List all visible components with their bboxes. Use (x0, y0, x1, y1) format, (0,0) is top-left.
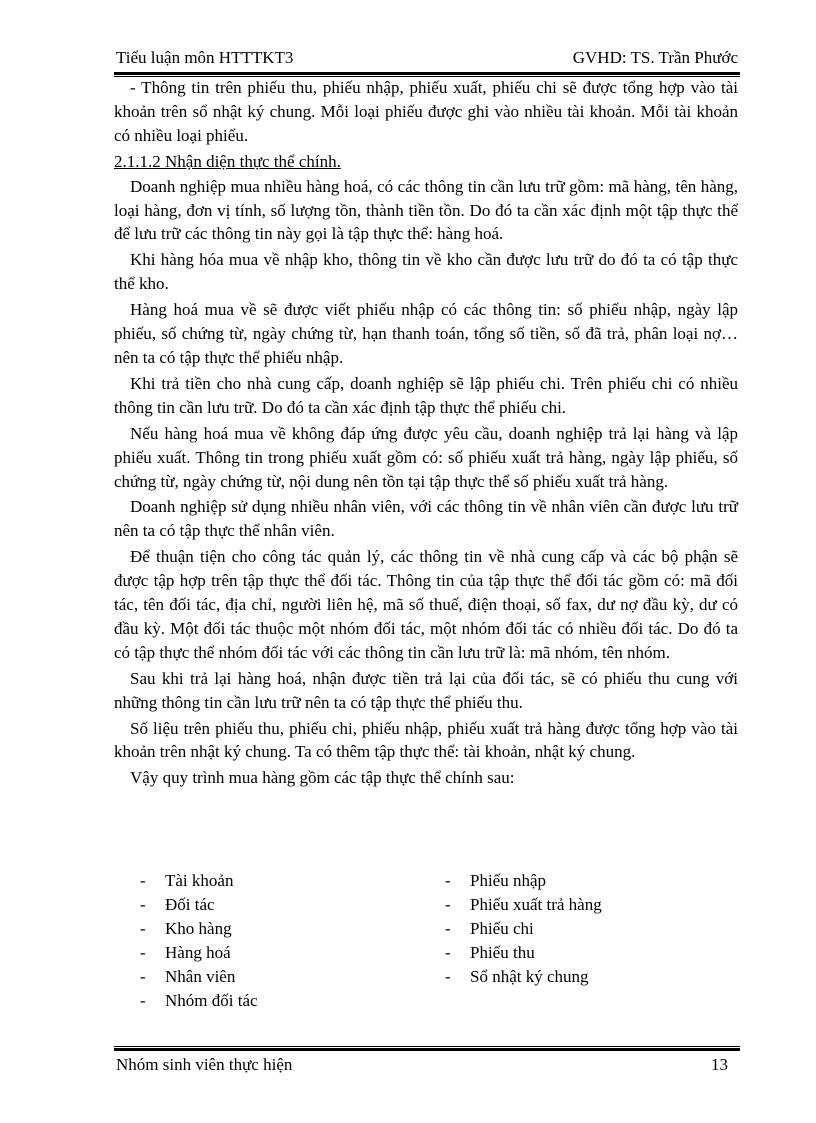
list-item: - Phiếu thu (445, 941, 602, 965)
entity-list-right (445, 869, 602, 989)
list-item: - Đối tác (140, 893, 258, 917)
paragraph: Sau khi trả lại hàng hoá, nhận được tiền trả lại của đối tác, sẽ có phiếu thu cung với những thông tin cần lưu trữ nên ta có tập thực thể phiếu thu. (114, 668, 738, 712)
bullet-dash: - (140, 895, 146, 914)
page-number: 13 (711, 1055, 728, 1074)
bullet-dash: - (445, 943, 451, 962)
paragraph: Khi hàng hóa mua về nhập kho, thông tin về kho cần được lưu trữ do đó ta có tập thực thể kho. (114, 250, 738, 294)
bullet-dash: - (445, 895, 451, 914)
bullet-dash: - (445, 967, 451, 986)
bullet-dash: - (140, 943, 146, 962)
bullet-dash: - (445, 919, 451, 938)
list-item: - Kho hàng (140, 917, 258, 941)
footer-group-label: Nhóm sinh viên thực hiện (116, 1055, 293, 1074)
paragraph: Nếu hàng hoá mua về không đáp ứng được yêu cầu, doanh nghiệp trả lại hàng và lập phiếu xuất. Thông tin trong phiếu xuất gồm có: số phiếu xuất trả hàng, ngày lập phiếu, số chứng từ, ngày chứng từ, nội dung nên tồn tại tập thực thể số phiếu xuất trả hàng. (114, 423, 738, 491)
paragraph: Doanh nghiệp sử dụng nhiều nhân viên, với các thông tin về nhân viên cần được lưu trữ nên ta có tập thực thể nhân viên. (114, 497, 738, 541)
header-instructor: GVHD: TS. Trần Phước (572, 48, 738, 67)
bullet-dash: - (140, 871, 146, 890)
header-course-title: Tiểu luận môn HTTTKT3 (116, 48, 294, 67)
list-item: - Phiếu xuất trả hàng (445, 893, 602, 917)
paragraph: Doanh nghiệp mua nhiều hàng hoá, có các thông tin cần lưu trữ gồm: mã hàng, tên hàng, loại hàng, đơn vị tính, số lượng tồn, thành tiền tồn. Do đó ta cần xác định một tập thực thể để lưu trữ các thông tin này gọi là tập thực thể: hàng hoá. (114, 176, 738, 244)
paragraph: Khi trả tiền cho nhà cung cấp, doanh nghiệp sẽ lập phiếu chi. Trên phiếu chi có nhiều thông tin cần lưu trữ. Do đó ta cần xác định tập thực thể phiếu chi. (114, 373, 738, 417)
list-item: - Phiếu chi (445, 917, 602, 941)
section-heading: 2.1.1.2 Nhận diện thực thể chính. (114, 151, 341, 171)
paragraph: Để thuận tiện cho công tác quản lý, các thông tin về nhà cung cấp và các bộ phận sẽ được tập hợp trên tập thực thể đối tác. Thông tin của tập thực thể đối tác gồm có: mã đối tác, tên đối tác, địa chỉ, người liên hệ, mã số thuế, điện thoại, số fax, dư nợ đầu kỳ, dư có đầu kỳ. Một đối tác thuộc một nhóm đối tác, một nhóm đối tác có nhiều đối tác. Do đó ta có tập thực thể nhóm đối tác với các thông tin cần lưu trữ là: mã nhóm, tên nhóm. (114, 547, 738, 662)
list-item: - Nhóm đối tác (140, 989, 258, 1013)
paragraph: Vậy quy trình mua hàng gồm các tập thực thể chính sau: (130, 768, 515, 788)
list-item: - Nhân viên (140, 965, 258, 989)
list-item: - Hàng hoá (140, 941, 258, 965)
entity-list-left (140, 869, 258, 1013)
paragraph: Hàng hoá mua về sẽ được viết phiếu nhập có các thông tin: số phiếu nhập, ngày lập phiếu, số chứng từ, ngày chứng từ, hạn thanh toán, tổng số tiền, số đã trả, phân loại nợ… nên ta có tập thực thể phiếu nhập. (114, 300, 738, 367)
bullet-dash: - (140, 991, 146, 1010)
page-header (116, 48, 738, 70)
list-item: - Sổ nhật ký chung (445, 965, 602, 989)
intro-paragraph: - Thông tin trên phiếu thu, phiếu nhập, phiếu xuất, phiếu chi sẽ được tổng hợp vào tài khoản trên sổ nhật ký chung. Mỗi loại phiếu được ghi vào nhiều tài khoản. Mỗi tài khoản có nhiều loại phiếu. (114, 78, 738, 145)
page-footer (116, 1055, 728, 1077)
list-item: - Phiếu nhập (445, 869, 602, 893)
bullet-dash: - (140, 919, 146, 938)
document-body (114, 76, 738, 792)
footer-divider (114, 1046, 740, 1051)
bullet-dash: - (445, 871, 451, 890)
bullet-dash: - (140, 967, 146, 986)
paragraph: Số liệu trên phiếu thu, phiếu chi, phiếu nhập, phiếu xuất trả hàng được tổng hợp vào tài khoản trên nhật ký chung. Ta có thêm tập thực thể: tài khoản, nhật ký chung. (114, 718, 738, 762)
list-item: - Tài khoản (140, 869, 258, 893)
